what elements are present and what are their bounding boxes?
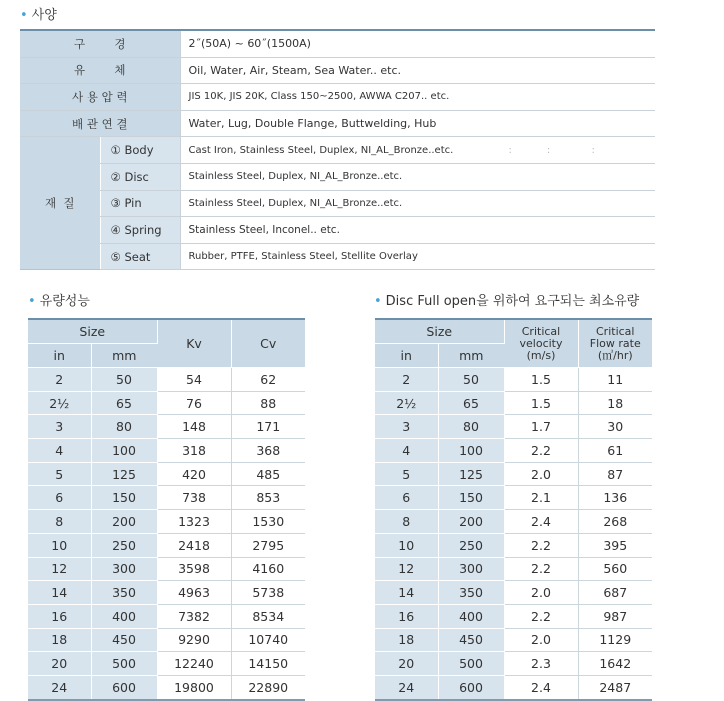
critical-flow-header <box>578 319 652 368</box>
spec-label: 유 체 <box>20 57 180 84</box>
spec-label: 사 용 압 력 <box>20 84 180 111</box>
size-mm-cell: 80 <box>438 415 504 439</box>
spec-table <box>20 29 655 270</box>
value-cell-1: 318 <box>157 439 231 463</box>
size-mm-cell: 200 <box>91 510 157 534</box>
critical-velocity-header <box>504 319 578 368</box>
in-header: in <box>28 344 91 368</box>
size-in-cell: 12 <box>28 557 91 581</box>
size-mm-cell: 150 <box>91 486 157 510</box>
table-row <box>375 391 652 415</box>
material-value-dots: : : : <box>508 144 595 156</box>
value-cell-1: 3598 <box>157 557 231 581</box>
value-cell-1: 54 <box>157 368 231 392</box>
table-row <box>375 368 652 392</box>
material-value: Stainless Steel, Inconel.. etc. <box>180 217 655 244</box>
value-cell-1: 19800 <box>157 675 231 699</box>
material-part: ① Body <box>100 137 180 164</box>
value-cell-2: 4160 <box>231 557 305 581</box>
size-in-cell: 24 <box>375 675 438 699</box>
size-in-cell: 10 <box>375 533 438 557</box>
table-row <box>28 368 305 392</box>
value-cell-1: 2.0 <box>504 462 578 486</box>
size-mm-cell: 125 <box>91 462 157 486</box>
value-cell-2: 18 <box>578 391 652 415</box>
value-cell-2: 136 <box>578 486 652 510</box>
value-cell-1: 2.2 <box>504 533 578 557</box>
material-value-text: Cast Iron, Stainless Steel, Duplex, NI_AL_Bronze..etc. <box>188 144 454 156</box>
kv-header: Kv <box>157 319 231 368</box>
bullet-icon: • <box>28 294 36 309</box>
value-cell-1: 12240 <box>157 652 231 676</box>
table-row <box>28 462 305 486</box>
value-cell-2: 853 <box>231 486 305 510</box>
mm-header: mm <box>438 344 504 368</box>
value-cell-1: 2.2 <box>504 439 578 463</box>
value-cell-1: 2.2 <box>504 557 578 581</box>
value-cell-1: 2.4 <box>504 675 578 699</box>
value-cell-2: 11 <box>578 368 652 392</box>
size-in-cell: 3 <box>375 415 438 439</box>
table-row <box>28 604 305 628</box>
table-row <box>28 415 305 439</box>
value-cell-1: 9290 <box>157 628 231 652</box>
size-mm-cell: 500 <box>438 652 504 676</box>
table-row <box>375 628 652 652</box>
value-cell-1: 738 <box>157 486 231 510</box>
spec-row <box>20 84 655 111</box>
table-row <box>28 486 305 510</box>
table-row <box>28 391 305 415</box>
minflow-section-title <box>374 290 639 309</box>
value-cell-2: 30 <box>578 415 652 439</box>
value-cell-1: 2.1 <box>504 486 578 510</box>
size-mm-cell: 400 <box>438 604 504 628</box>
value-cell-2: 2795 <box>231 533 305 557</box>
material-part: ⑤ Seat <box>100 243 180 270</box>
bullet-icon: • <box>374 294 382 309</box>
spec-row <box>20 30 655 57</box>
value-cell-2: 395 <box>578 533 652 557</box>
size-in-cell: 6 <box>375 486 438 510</box>
minflow-table <box>375 318 652 701</box>
critical-flow-line3: (㎥/hr) <box>597 348 633 362</box>
size-in-cell: 2½ <box>375 391 438 415</box>
in-header: in <box>375 344 438 368</box>
spec-row <box>20 57 655 84</box>
size-in-cell: 4 <box>28 439 91 463</box>
critical-velocity-line1: Critical <box>521 324 561 338</box>
value-cell-1: 2418 <box>157 533 231 557</box>
table-row <box>375 415 652 439</box>
size-header: Size <box>375 319 504 344</box>
size-mm-cell: 150 <box>438 486 504 510</box>
size-header: Size <box>28 319 157 344</box>
size-mm-cell: 600 <box>438 675 504 699</box>
size-mm-cell: 450 <box>91 628 157 652</box>
value-cell-2: 171 <box>231 415 305 439</box>
spec-title-text: 사양 <box>31 8 57 23</box>
size-in-cell: 16 <box>28 604 91 628</box>
size-in-cell: 4 <box>375 439 438 463</box>
value-cell-2: 268 <box>578 510 652 534</box>
table-row <box>28 510 305 534</box>
value-cell-2: 560 <box>578 557 652 581</box>
value-cell-2: 8534 <box>231 604 305 628</box>
size-in-cell: 14 <box>28 581 91 605</box>
critical-velocity-line2: velocity <box>519 336 563 350</box>
size-mm-cell: 100 <box>91 439 157 463</box>
table-row <box>28 581 305 605</box>
material-part: ③ Pin <box>100 190 180 217</box>
material-value <box>180 137 655 164</box>
value-cell-1: 4963 <box>157 581 231 605</box>
material-row <box>20 217 655 244</box>
size-in-cell: 5 <box>28 462 91 486</box>
size-mm-cell: 600 <box>91 675 157 699</box>
size-mm-cell: 250 <box>91 533 157 557</box>
material-row <box>20 190 655 217</box>
value-cell-2: 10740 <box>231 628 305 652</box>
size-mm-cell: 50 <box>438 368 504 392</box>
cv-header: Cv <box>231 319 305 368</box>
value-cell-2: 5738 <box>231 581 305 605</box>
size-mm-cell: 450 <box>438 628 504 652</box>
value-cell-1: 148 <box>157 415 231 439</box>
value-cell-2: 485 <box>231 462 305 486</box>
size-in-cell: 8 <box>28 510 91 534</box>
value-cell-1: 1.7 <box>504 415 578 439</box>
size-in-cell: 2½ <box>28 391 91 415</box>
size-mm-cell: 125 <box>438 462 504 486</box>
table-row <box>28 652 305 676</box>
spec-label: 배 관 연 결 <box>20 110 180 137</box>
size-in-cell: 2 <box>375 368 438 392</box>
table-row <box>375 462 652 486</box>
material-part: ④ Spring <box>100 217 180 244</box>
table-row <box>375 652 652 676</box>
table-row <box>375 439 652 463</box>
size-mm-cell: 250 <box>438 533 504 557</box>
value-cell-2: 87 <box>578 462 652 486</box>
material-row <box>20 243 655 270</box>
value-cell-2: 14150 <box>231 652 305 676</box>
size-in-cell: 18 <box>375 628 438 652</box>
material-row <box>20 137 655 164</box>
value-cell-1: 1.5 <box>504 368 578 392</box>
size-mm-cell: 300 <box>91 557 157 581</box>
material-value: Stainless Steel, Duplex, NI_AL_Bronze..etc. <box>180 190 655 217</box>
size-in-cell: 20 <box>28 652 91 676</box>
value-cell-1: 2.3 <box>504 652 578 676</box>
size-mm-cell: 65 <box>438 391 504 415</box>
size-in-cell: 24 <box>28 675 91 699</box>
table-row <box>28 557 305 581</box>
size-in-cell: 3 <box>28 415 91 439</box>
table-row <box>375 557 652 581</box>
size-mm-cell: 300 <box>438 557 504 581</box>
spec-row <box>20 110 655 137</box>
size-in-cell: 2 <box>28 368 91 392</box>
value-cell-2: 1530 <box>231 510 305 534</box>
table-row <box>375 604 652 628</box>
size-in-cell: 8 <box>375 510 438 534</box>
material-value: Stainless Steel, Duplex, NI_AL_Bronze..etc. <box>180 163 655 190</box>
critical-flow-line2: Flow rate <box>589 336 641 350</box>
size-mm-cell: 350 <box>91 581 157 605</box>
mm-header: mm <box>91 344 157 368</box>
value-cell-2: 1129 <box>578 628 652 652</box>
value-cell-2: 987 <box>578 604 652 628</box>
spec-value: Water, Lug, Double Flange, Buttwelding, Hub <box>180 110 655 137</box>
table-row <box>375 533 652 557</box>
size-mm-cell: 100 <box>438 439 504 463</box>
table-row <box>375 581 652 605</box>
value-cell-1: 1323 <box>157 510 231 534</box>
value-cell-2: 2487 <box>599 679 632 695</box>
table-row <box>375 486 652 510</box>
size-mm-cell: 400 <box>91 604 157 628</box>
size-in-cell: 5 <box>375 462 438 486</box>
material-label: 재 질 <box>20 137 100 270</box>
size-mm-cell: 50 <box>91 368 157 392</box>
size-mm-cell: 350 <box>438 581 504 605</box>
value-cell-1: 420 <box>157 462 231 486</box>
size-in-cell: 6 <box>28 486 91 510</box>
value-cell-2: 62 <box>231 368 305 392</box>
material-part: ② Disc <box>100 163 180 190</box>
flow-section-title <box>28 290 90 309</box>
minflow-title-text: Disc Full open을 위하여 요구되는 최소유량 <box>385 294 640 309</box>
table-row <box>28 675 305 699</box>
spec-value: 2˝(50A) ~ 60˝(1500A) <box>180 30 655 57</box>
value-cell-1: 2.0 <box>504 628 578 652</box>
table-row <box>375 510 652 534</box>
value-cell-2: 1642 <box>578 652 652 676</box>
size-mm-cell: 80 <box>91 415 157 439</box>
spec-value: Oil, Water, Air, Steam, Sea Water.. etc. <box>180 57 655 84</box>
table-row <box>28 533 305 557</box>
spec-value: JIS 10K, JIS 20K, Class 150~2500, AWWA C207.. etc. <box>180 84 655 111</box>
table-row <box>28 628 305 652</box>
table-row <box>28 439 305 463</box>
size-in-cell: 10 <box>28 533 91 557</box>
value-cell-1: 2.4 <box>504 510 578 534</box>
value-cell-1: 1.5 <box>504 391 578 415</box>
critical-flow-line1: Critical <box>596 324 635 338</box>
size-mm-cell: 200 <box>438 510 504 534</box>
critical-velocity-line3: (m/s) <box>526 348 556 362</box>
value-cell-2: 687 <box>578 581 652 605</box>
value-cell-2: 22890 <box>248 679 289 695</box>
flow-title-text: 유량성능 <box>39 294 90 309</box>
material-row <box>20 163 655 190</box>
value-cell-1: 2.0 <box>504 581 578 605</box>
table-row <box>375 675 652 699</box>
value-cell-1: 2.2 <box>504 604 578 628</box>
material-value: Rubber, PTFE, Stainless Steel, Stellite Overlay <box>180 243 655 270</box>
bullet-icon: • <box>20 8 28 23</box>
value-cell-2: 61 <box>578 439 652 463</box>
size-in-cell: 18 <box>28 628 91 652</box>
size-in-cell: 20 <box>375 652 438 676</box>
value-cell-2: 88 <box>231 391 305 415</box>
value-cell-1: 76 <box>157 391 231 415</box>
size-in-cell: 16 <box>375 604 438 628</box>
spec-section-title <box>20 4 57 23</box>
size-mm-cell: 65 <box>91 391 157 415</box>
flow-table <box>28 318 305 701</box>
size-in-cell: 12 <box>375 557 438 581</box>
value-cell-2: 368 <box>231 439 305 463</box>
value-cell-1: 7382 <box>157 604 231 628</box>
size-mm-cell: 500 <box>91 652 157 676</box>
spec-label: 구 경 <box>20 30 180 57</box>
size-in-cell: 14 <box>375 581 438 605</box>
